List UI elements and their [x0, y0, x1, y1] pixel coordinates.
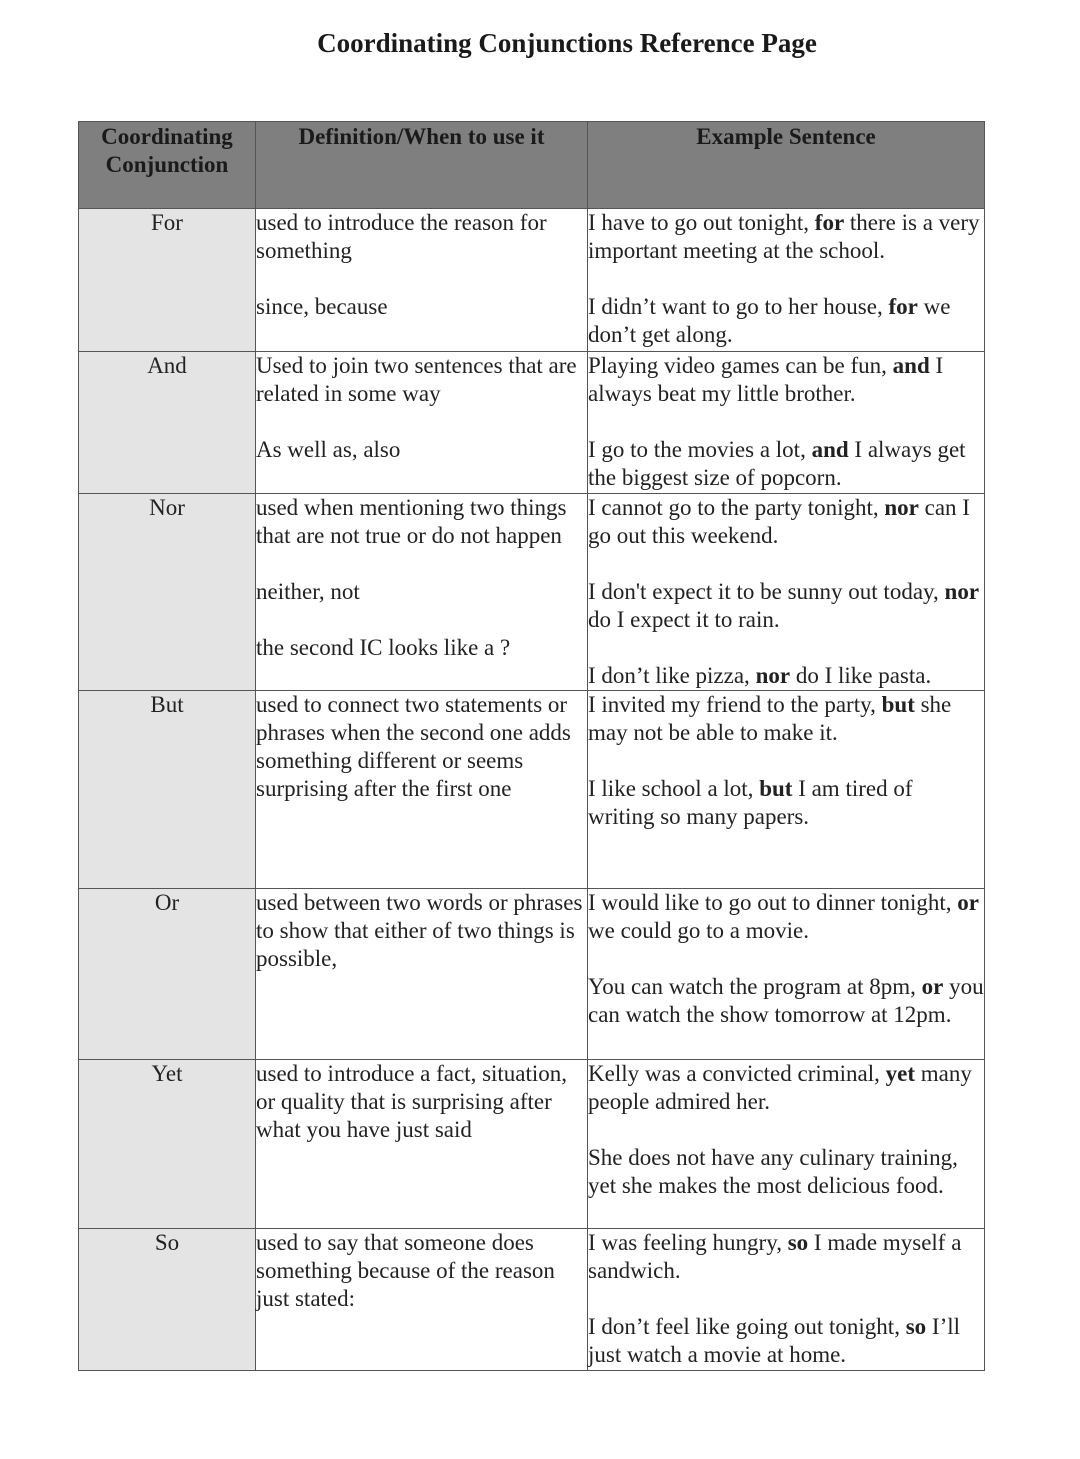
example-text: we could go to a movie. — [588, 918, 810, 943]
example-sentence — [588, 209, 984, 265]
example-sentence — [588, 436, 984, 492]
conjunction-cell: And — [79, 352, 256, 494]
table-row — [79, 1060, 985, 1229]
example-sentence — [588, 352, 984, 408]
example-text: I go to the movies a lot, — [588, 437, 812, 462]
example-conjunction: but — [881, 692, 915, 717]
example-text: I like school a lot, — [588, 776, 760, 801]
definition-cell — [256, 494, 588, 691]
example-text: You can watch the program at 8pm, — [588, 974, 922, 999]
example-sentence — [588, 691, 984, 747]
example-text: she may not be able to make it. — [588, 692, 952, 745]
definition-text: used to say that someone does something because of the reason just stated: — [256, 1230, 555, 1311]
definition-text: since, because — [256, 294, 388, 319]
example-conjunction: and — [811, 437, 849, 462]
table-row — [79, 494, 985, 691]
example-conjunction: and — [892, 353, 930, 378]
example-text: I don’t feel like going out tonight, — [588, 1314, 906, 1339]
example-text: I don't expect it to be sunny out today, — [588, 579, 945, 604]
example-text: She does not have any culinary training, yet she makes the most delicious food. — [588, 1145, 958, 1198]
example-text: Playing video games can be fun, — [588, 353, 893, 378]
table-row — [79, 691, 985, 889]
example-text: I cannot go to the party tonight, — [588, 495, 885, 520]
example-conjunction: nor — [755, 663, 791, 688]
header-example: Example Sentence — [588, 122, 985, 209]
example-text: I am tired of writing so many papers. — [588, 776, 913, 829]
example-sentence — [588, 973, 984, 1029]
example-sentence — [588, 494, 984, 550]
example-conjunction: so — [905, 1314, 927, 1339]
example-conjunction: nor — [944, 579, 980, 604]
definition-text: used to introduce the reason for something — [256, 210, 547, 263]
example-sentence — [588, 293, 984, 349]
definition-text: used to connect two statements or phrases when the second one adds something different or seems surprising after the first one — [256, 692, 571, 801]
table-row — [79, 209, 985, 352]
example-text: we don’t get along. — [588, 294, 951, 347]
header-conjunction: Coordinating Conjunction — [79, 122, 256, 209]
definition-text: used between two words or phrases to show that either of two things is possible, — [256, 890, 583, 971]
example-sentence — [588, 889, 984, 945]
definition-cell — [256, 352, 588, 494]
example-conjunction: or — [957, 890, 979, 915]
example-sentence — [588, 578, 984, 634]
example-text: many people admired her. — [588, 1061, 972, 1114]
example-text: I made myself a sandwich. — [588, 1230, 962, 1283]
example-cell — [588, 209, 985, 352]
example-conjunction: for — [814, 210, 845, 235]
example-conjunction: but — [759, 776, 793, 801]
example-conjunction: yet — [885, 1061, 915, 1086]
definition-text: used to introduce a fact, situation, or quality that is surprising after what you have just said — [256, 1061, 568, 1142]
example-cell — [588, 889, 985, 1060]
table-header — [79, 122, 985, 209]
example-sentence — [588, 1313, 984, 1369]
example-text: I have to go out tonight, — [588, 210, 815, 235]
example-sentence — [588, 1060, 984, 1116]
table-row — [79, 352, 985, 494]
example-conjunction: so — [787, 1230, 809, 1255]
example-text: Kelly was a convicted criminal, — [588, 1061, 886, 1086]
conjunction-cell: Nor — [79, 494, 256, 691]
example-cell — [588, 1229, 985, 1371]
definition-text: neither, not — [256, 579, 360, 604]
example-cell — [588, 494, 985, 691]
example-text: I didn’t want to go to her house, — [588, 294, 889, 319]
example-cell — [588, 691, 985, 889]
table-row — [79, 1229, 985, 1371]
definition-cell — [256, 1229, 588, 1371]
example-text: do I expect it to rain. — [588, 607, 780, 632]
header-row — [79, 122, 985, 209]
example-cell — [588, 352, 985, 494]
conjunction-cell: Or — [79, 889, 256, 1060]
example-conjunction: or — [921, 974, 944, 999]
definition-cell — [256, 889, 588, 1060]
example-text: I always get the biggest size of popcorn. — [588, 437, 966, 490]
conjunction-cell: For — [79, 209, 256, 352]
example-conjunction: for — [888, 294, 918, 319]
conjunction-cell: But — [79, 691, 256, 889]
example-text: I don’t like pizza, — [588, 663, 756, 688]
example-sentence — [588, 1229, 984, 1285]
table-body — [79, 209, 985, 1371]
header-definition: Definition/When to use it — [256, 122, 588, 209]
page-title: Coordinating Conjunctions Reference Page — [317, 28, 817, 58]
definition-text: Used to join two sentences that are related in some way — [256, 353, 577, 406]
table-row — [79, 889, 985, 1060]
example-text: do I like pasta. — [790, 663, 932, 688]
definition-cell — [256, 1060, 588, 1229]
example-sentence — [588, 1144, 984, 1200]
example-cell — [588, 1060, 985, 1229]
example-sentence — [588, 662, 984, 690]
example-text: I’ll just watch a movie at home. — [588, 1314, 961, 1367]
definition-text: As well as, also — [256, 437, 401, 462]
reference-table — [78, 121, 985, 1371]
example-conjunction: nor — [884, 495, 919, 520]
definition-cell — [256, 691, 588, 889]
example-text: can I go out this weekend. — [588, 495, 970, 548]
example-sentence — [588, 775, 984, 831]
example-text: I would like to go out to dinner tonight, — [588, 890, 958, 915]
example-text: you can watch the show tomorrow at 12pm. — [588, 974, 984, 1027]
definition-cell — [256, 209, 588, 352]
conjunction-cell: Yet — [79, 1060, 256, 1229]
conjunction-cell: So — [79, 1229, 256, 1371]
example-text: I was feeling hungry, — [588, 1230, 788, 1255]
definition-text: the second IC looks like a ? — [256, 635, 511, 660]
example-text: there is a very important meeting at the school. — [588, 210, 980, 263]
example-text: I invited my friend to the party, — [588, 692, 882, 717]
example-text: I always beat my little brother. — [588, 353, 944, 406]
definition-text: used when mentioning two things that are not true or do not happen — [256, 495, 567, 548]
